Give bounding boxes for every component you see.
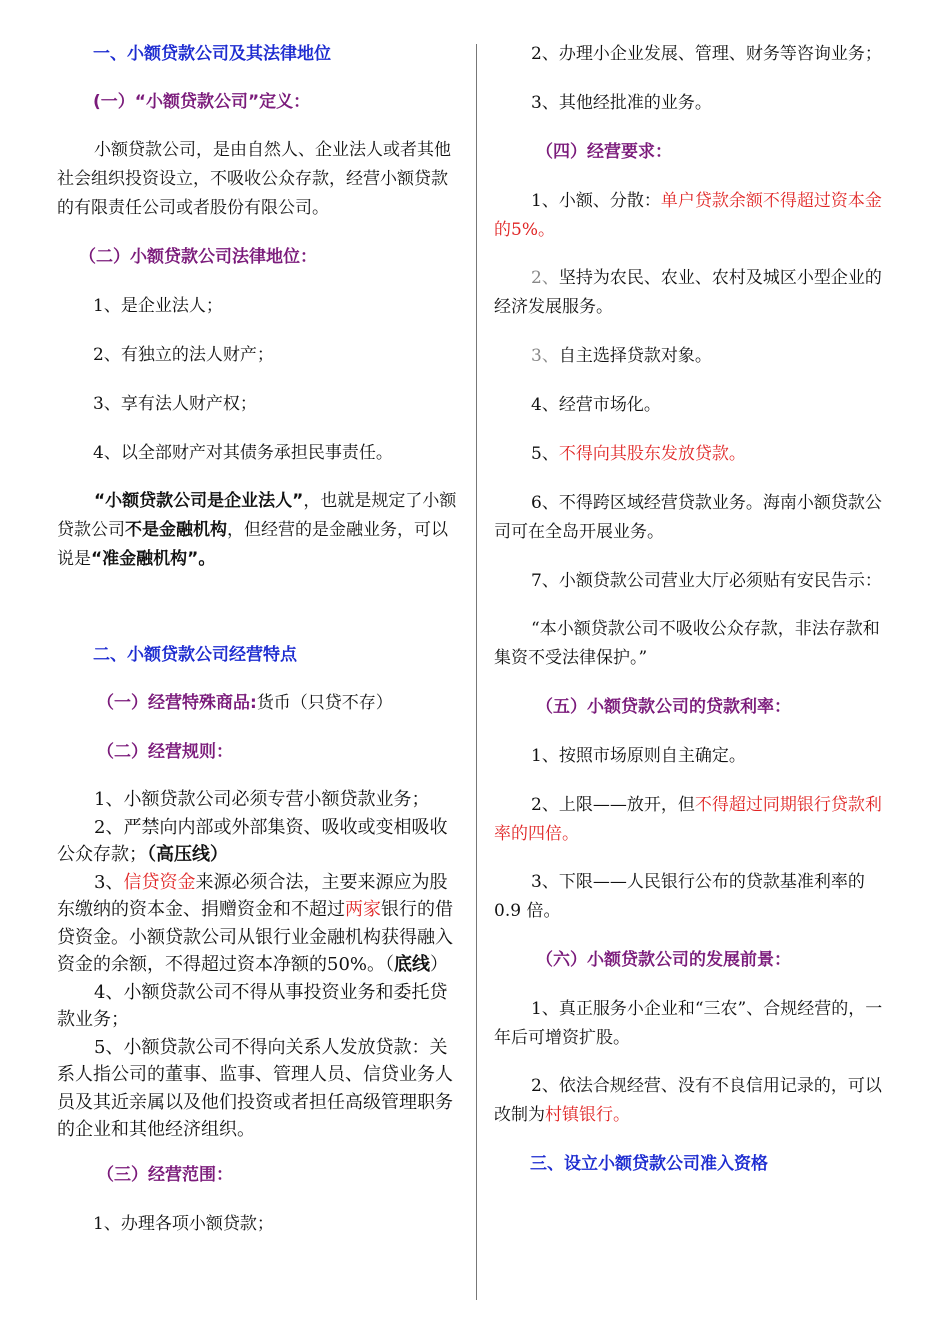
rate-item [494,791,891,849]
rule-item [57,814,460,869]
requirement-item: 6、不得跨区域经营贷款业务。海南小额贷款公司可在全岛开展业务。 [494,493,882,542]
req-5-number: 5、 [531,444,559,464]
rule-3-red-2: 两家 [345,899,381,920]
heading-interest-rate: （五）小额贷款公司的贷款利率： [536,697,791,717]
rule-3-prefix: 3、 [94,871,124,893]
req-2-number: 2、 [531,268,559,288]
requirement-item: 4、经营市场化。 [531,395,661,415]
heading-scope: （三）经营范围： [97,1164,233,1185]
special-goods-text: 货币（只贷不存） [256,693,393,713]
rule-3-red-1: 信贷资金 [123,871,196,893]
req-5-red: 不得向其股东发放贷款。 [558,444,746,464]
note-bold-1: “小额贷款公司是企业法人” [94,491,304,511]
note-text-2: ，但经营的是金融业务，可以说是 [57,520,448,569]
right-column [494,40,891,1179]
legal-item: 4、以全部财产对其债务承担民事责任。 [93,443,393,463]
notice-quote: “本小额贷款公司不吸收公众存款，非法存款和集资不受法律保护。” [494,619,880,668]
section-heading-1: 一、小额贷款公司及其法律地位 [93,44,331,64]
rule-item [57,869,460,979]
rule-item: 4、小额贷款公司不得从事投资业务和委托贷款业务； [57,981,448,1030]
definition-paragraph: 小额贷款公司，是由自然人、企业法人或者其他社会组织投资设立，不吸收公众存款，经营小额贷款的有限责任公司或者股份有限公司。 [57,140,451,218]
req-2-text: 坚持为农民、农业、农村及城区小型企业的经济发展服务。 [494,268,882,317]
req-1-red: 单户贷款余额不得超过资本金的5%。 [494,191,882,240]
req-3-text: 自主选择贷款对象。 [558,346,712,366]
rule-3-close: ） [430,954,449,975]
scope-item: 3、其他经批准的业务。 [531,93,712,113]
column-divider [476,44,477,1300]
prospect-2-text: 2、依法合规经营、没有不良信用记录的，可以改制为 [494,1076,882,1125]
legal-item: 1、是企业法人； [93,296,223,316]
heading-legal-status: （二）小额贷款公司法律地位： [79,247,317,267]
prospect-2-red: 村镇银行。 [545,1105,630,1125]
note-bold-2: 不是金融机构 [125,520,227,540]
heading-definition: (一）“小额贷款公司”定义： [93,92,311,112]
section-heading-2: 二、小额贷款公司经营特点 [93,645,297,665]
legal-note-paragraph [57,487,460,574]
rule-2-tag: （高压线） [147,844,228,865]
note-bold-3: “准金融机构”。 [91,549,216,569]
rule-item: 5、小额贷款公司不得向关系人发放贷款：关系人指公司的董事、监事、管理人员、信贷业务人员及其近亲属以及他们投资或者担任高级管理职务的企业和其他经济组织。 [57,1036,453,1140]
legal-item: 2、有独立的法人财产； [93,345,274,365]
legal-item: 3、享有法人财产权； [93,394,257,414]
heading-special-goods: （一）经营特殊商品: [97,693,257,713]
rule-item: 1、小额贷款公司必须专营小额贷款业务； [94,789,430,810]
rule-2-text: 2、严禁向内部或外部集资、吸收或变相吸收公众存款； [57,816,448,865]
rule-3-text-1: 来源必须合法，主要来源应为股东缴纳的资本金、捐赠资金和不超过 [57,871,448,920]
rule-3-tag: 底线 [394,954,431,975]
heading-rules: （二）经营规则： [97,742,233,762]
prospect-item [494,1072,891,1130]
rate-2-text: 2、上限——放开，但 [531,795,695,815]
req-1-text: 1、小额、分散： [531,191,661,211]
requirement-item [494,440,891,469]
scope-item: 2、办理小企业发展、管理、财务等咨询业务； [531,44,882,64]
req-3-number: 3、 [531,346,559,366]
note-text-1: ，也就是规定了小额贷款公司 [57,491,457,540]
requirement-item [494,187,891,245]
requirement-item [494,264,891,322]
prospect-item: 1、真正服务小企业和“三农”、合规经营的，一年后可增资扩股。 [494,999,883,1048]
section-heading-3: 三、设立小额贷款公司准入资格 [530,1154,768,1174]
rate-item: 3、下限——人民银行公布的贷款基准利率的 0.9 倍。 [494,872,865,921]
heading-prospects: （六）小额贷款公司的发展前景： [536,950,791,970]
rules-block [57,786,460,1144]
rate-2-red: 不得超过同期银行贷款利率的四倍。 [494,795,882,844]
requirement-item: 7、小额贷款公司营业大厅必须贴有安民告示： [531,571,882,591]
rule-3-text-2: 银行的借贷资金。小额贷款公司从银行业金融机构获得融入资金的余额，不得超过资本净额的50%。（ [57,899,453,975]
requirement-item [494,342,891,371]
special-goods-line [57,689,460,718]
left-column [57,40,460,1239]
heading-requirements: （四）经营要求： [536,142,672,162]
scope-item: 1、办理各项小额贷款； [93,1213,274,1234]
rate-item: 1、按照市场原则自主确定。 [531,746,746,766]
